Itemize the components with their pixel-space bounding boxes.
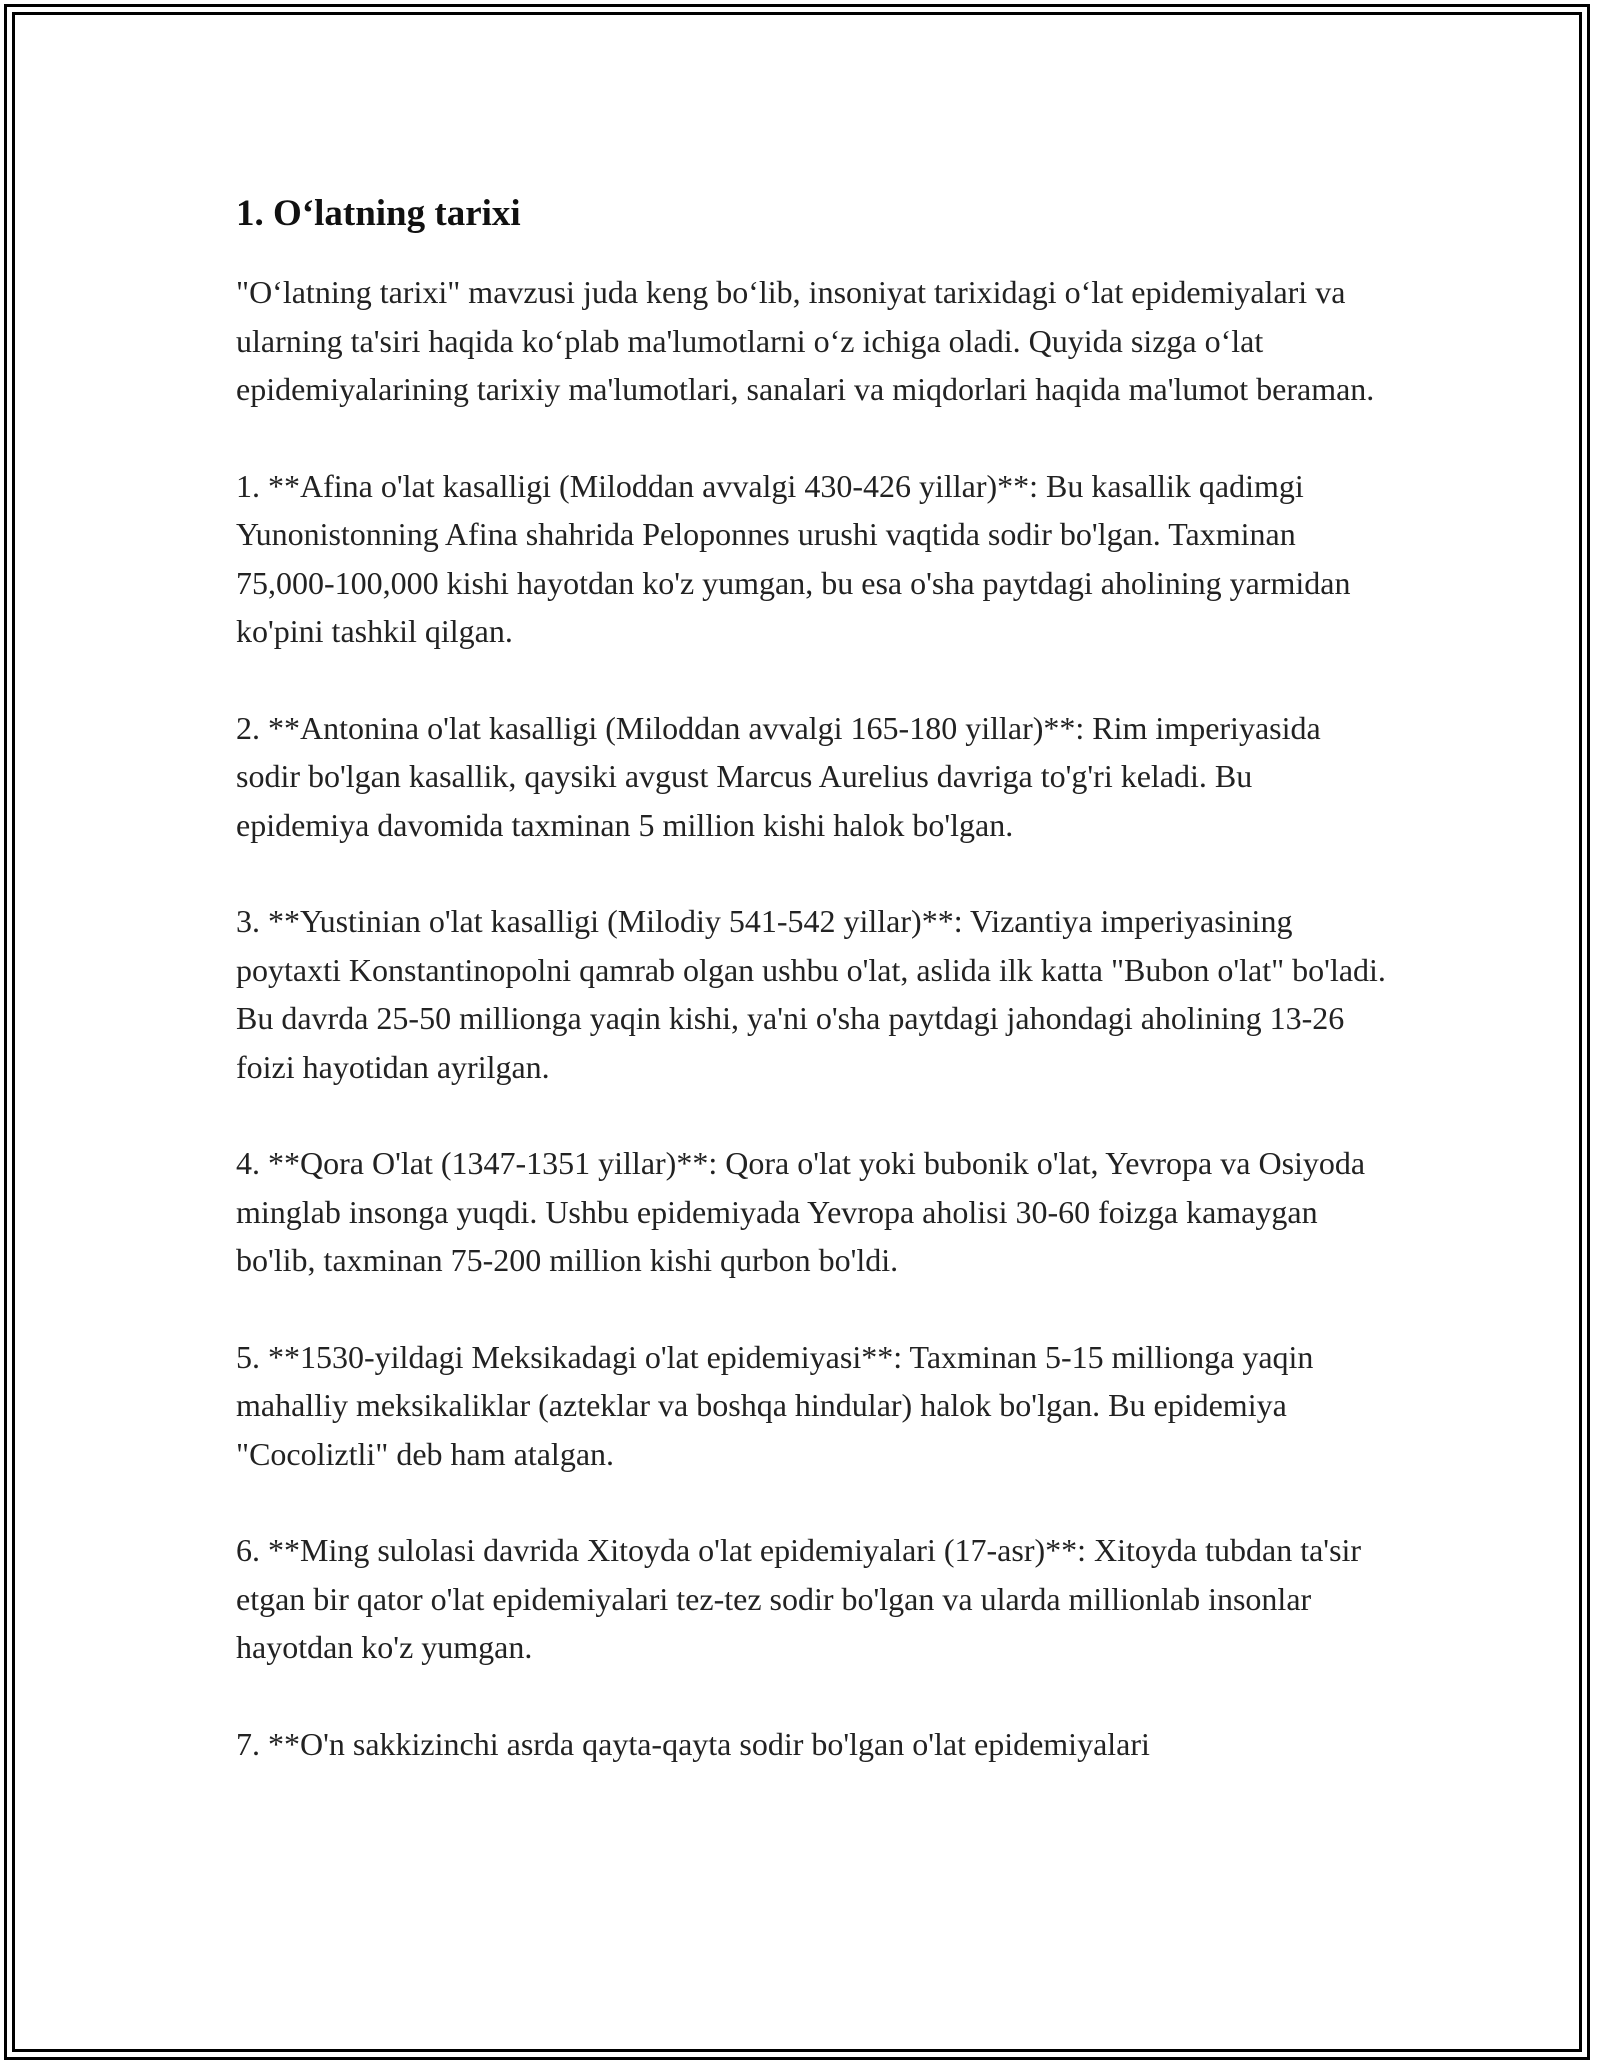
paragraph-item-1: 1. **Afina o'lat kasalligi (Miloddan avvalgi 430-426 yillar)**: Bu kasallik qadimgi Yunonistonning Afina shahrida Peloponnes urushi vaqtida sodir bo'lgan. Taxminan 75,000-100,000 kishi hayotdan ko'z yumgan, bu esa o'sha paytdagi aholining yarmidan ko'pini tashkil qilgan. bbox=[236, 467, 1351, 649]
paragraph-item-4: 4. **Qora O'lat (1347-1351 yillar)**: Qora o'lat yoki bubonik o'lat, Yevropa va Osiyoda minglab insonga yuqdi. Ushbu epidemiyada Yevropa aholisi 30-60 foizga kamaygan bo'lib, taxminan 75-200 million kishi qurbon bo'ldi. bbox=[236, 1145, 1366, 1278]
paragraph-item-7: 7. **O'n sakkizinchi asrda qayta-qayta sodir bo'lgan o'lat epidemiyalari bbox=[236, 1725, 1150, 1762]
paragraph-item-2: 2. **Antonina o'lat kasalligi (Miloddan avvalgi 165-180 yillar)**: Rim imperiyasida sodir bo'lgan kasallik, qaysiki avgust Marcus Aurelius davriga to'g'ri keladi. Bu epidemiya davomida taxminan 5 million kishi halok bo'lgan. bbox=[236, 709, 1321, 843]
page-title: 1. Oʻlatning tarixi bbox=[236, 193, 521, 234]
paragraph-item-5: 5. **1530-yildagi Meksikadagi o'lat epidemiyasi**: Taxminan 5-15 millionga yaqin mahalliy meksikaliklar (azteklar va boshqa hindular) halok bo'lgan. Bu epidemiya "Cocoliztli" deb ham atalgan. bbox=[236, 1338, 1314, 1472]
paragraph-item-3: 3. **Yustinian o'lat kasalligi (Milodiy 541-542 yillar)**: Vizantiya imperiyasining poytaxti Konstantinopolni qamrab olgan ushbu o'lat, aslida ilk katta "Bubon o'lat" bo'ladi. Bu davrda 25-50 millionga yaqin kishi, ya'ni o'sha paytdagi jahondagi aholining 13-26 foizi hayotidan ayrilgan. bbox=[236, 903, 1386, 1085]
document-body bbox=[236, 188, 1386, 1816]
intro-paragraph: "Oʻlatning tarixi" mavzusi juda keng boʻlib, insoniyat tarixidagi oʻlat epidemiyalari va ularning ta'siri haqida koʻplab ma'lumotlarni oʻz ichiga oladi. Quyida sizga oʻlat epidemiyalarining tarixiy ma'lumotlari, sanalari va miqdorlari haqida ma'lumot beraman. bbox=[236, 274, 1375, 407]
paragraph-item-6: 6. **Ming sulolasi davrida Xitoyda o'lat epidemiyalari (17-asr)**: Xitoyda tubdan ta'sir etgan bir qator o'lat epidemiyalari tez-tez sodir bo'lgan va ularda millionlab insonlar hayotdan ko'z yumgan. bbox=[236, 1532, 1362, 1665]
